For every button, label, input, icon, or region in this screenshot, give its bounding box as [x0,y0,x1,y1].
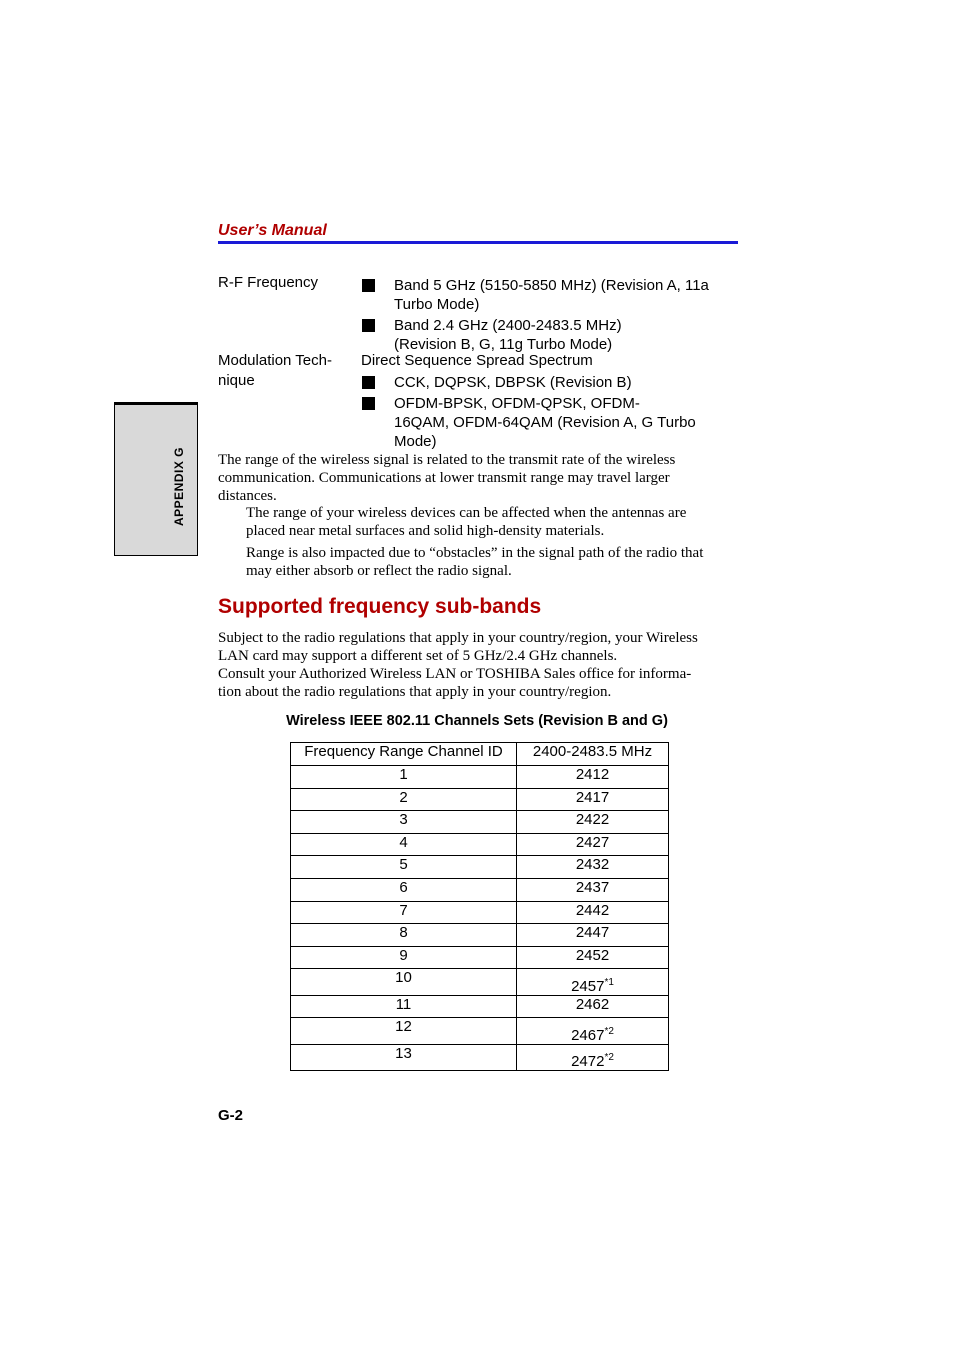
frequency-cell: 2472$^{*2}$ [517,1044,669,1071]
frequency-cell: 2422 [517,811,669,834]
modulation-intro: Direct Sequence Spread Spectrum [361,352,593,369]
table-row [291,833,669,856]
channel-cell: 8 [291,924,517,947]
footnote-marker: *2 [604,1025,614,1037]
section-paragraph-1: Subject to the radio regulations that apply in your country/region, your Wireless LAN card may support a different set of 5 GHz/2.4 GHz channels. [218,630,698,664]
header-rule [218,241,738,244]
table-row [291,995,669,1018]
modulation-item-1: CCK, DQPSK, DBPSK (Revision B) [394,374,632,391]
table-caption: Wireless IEEE 802.11 Channels Sets (Revision B and G) [286,713,668,729]
channel-cell: 5 [291,856,517,879]
rf-frequency-label: R-F Frequency [218,274,319,291]
page-number: G-2 [218,1107,244,1124]
channel-cell: 7 [291,901,517,924]
table-header-row [291,743,669,766]
frequency-cell: 2452 [517,946,669,969]
bullet-icon [362,279,375,292]
manual-title: User’s Manual [218,222,327,239]
frequency-cell: 2442 [517,901,669,924]
bullet-icon [362,397,375,410]
channel-cell: 6 [291,878,517,901]
table-row [291,969,669,996]
channel-cell: 1 [291,766,517,789]
range-note-obstacles: Range is also impacted due to “obstacles” in the signal path of the radio that may either absorb or reflect the radio signal. [246,545,704,579]
frequency-cell: 2427 [517,833,669,856]
channel-cell: 2 [291,788,517,811]
channel-cell: 10 [291,969,517,996]
channel-cell: 3 [291,811,517,834]
bullet-icon [362,319,375,332]
rf-frequency-item-2: Band 2.4 GHz (2400-2483.5 MHz) (Revision B, G, 11g Turbo Mode) [394,317,622,353]
frequency-cell: 2432 [517,856,669,879]
frequency-cell: 2447 [517,924,669,947]
rf-frequency-item-1: Band 5 GHz (5150-5850 MHz) (Revision A, 11a Turbo Mode) [394,277,709,313]
channel-cell: 11 [291,995,517,1018]
table-row [291,901,669,924]
frequency-cell: 2467$^{*2}$ [517,1018,669,1045]
modulation-label: Modulation Tech- nique [218,352,332,389]
table-row [291,1044,669,1071]
modulation-item-2: OFDM-BPSK, OFDM-QPSK, OFDM- 16QAM, OFDM-64QAM (Revision A, G Turbo Mode) [394,395,696,450]
channel-cell: 4 [291,833,517,856]
frequency-cell: 2437 [517,878,669,901]
table-row [291,946,669,969]
table-row [291,924,669,947]
channel-cell: 9 [291,946,517,969]
appendix-side-tab-label: APPENDIX G [172,447,186,527]
footnote-marker: *1 [604,976,614,988]
channel-cell: 13 [291,1044,517,1071]
channel-cell: 12 [291,1018,517,1045]
table-row [291,788,669,811]
table-row [291,856,669,879]
range-note-metal: The range of your wireless devices can be affected when the antennas are placed near metal surfaces and solid high-density materials. [246,505,687,539]
frequency-cell: 2412 [517,766,669,789]
column-header-channel: Frequency Range Channel ID [291,743,517,766]
section-paragraph-2: Consult your Authorized Wireless LAN or TOSHIBA Sales office for informa- tion about the radio regulations that apply in your country/region. [218,666,692,700]
table-row [291,811,669,834]
appendix-side-tab [114,402,198,556]
bullet-icon [362,376,375,389]
table-row [291,766,669,789]
footnote-marker: *2 [604,1052,614,1064]
frequency-cell: 2417 [517,788,669,811]
table-row [291,1018,669,1045]
frequency-cell: 2462 [517,995,669,1018]
table-row [291,878,669,901]
channels-table [290,742,669,1071]
range-intro-paragraph: The range of the wireless signal is related to the transmit rate of the wireless communication. Communications at lower transmit range may travel larger distances. [218,452,676,504]
section-title: Supported frequency sub-bands [218,595,542,618]
frequency-cell: 2457$^{*1}$ [517,969,669,996]
column-header-frequency: 2400-2483.5 MHz [517,743,669,766]
